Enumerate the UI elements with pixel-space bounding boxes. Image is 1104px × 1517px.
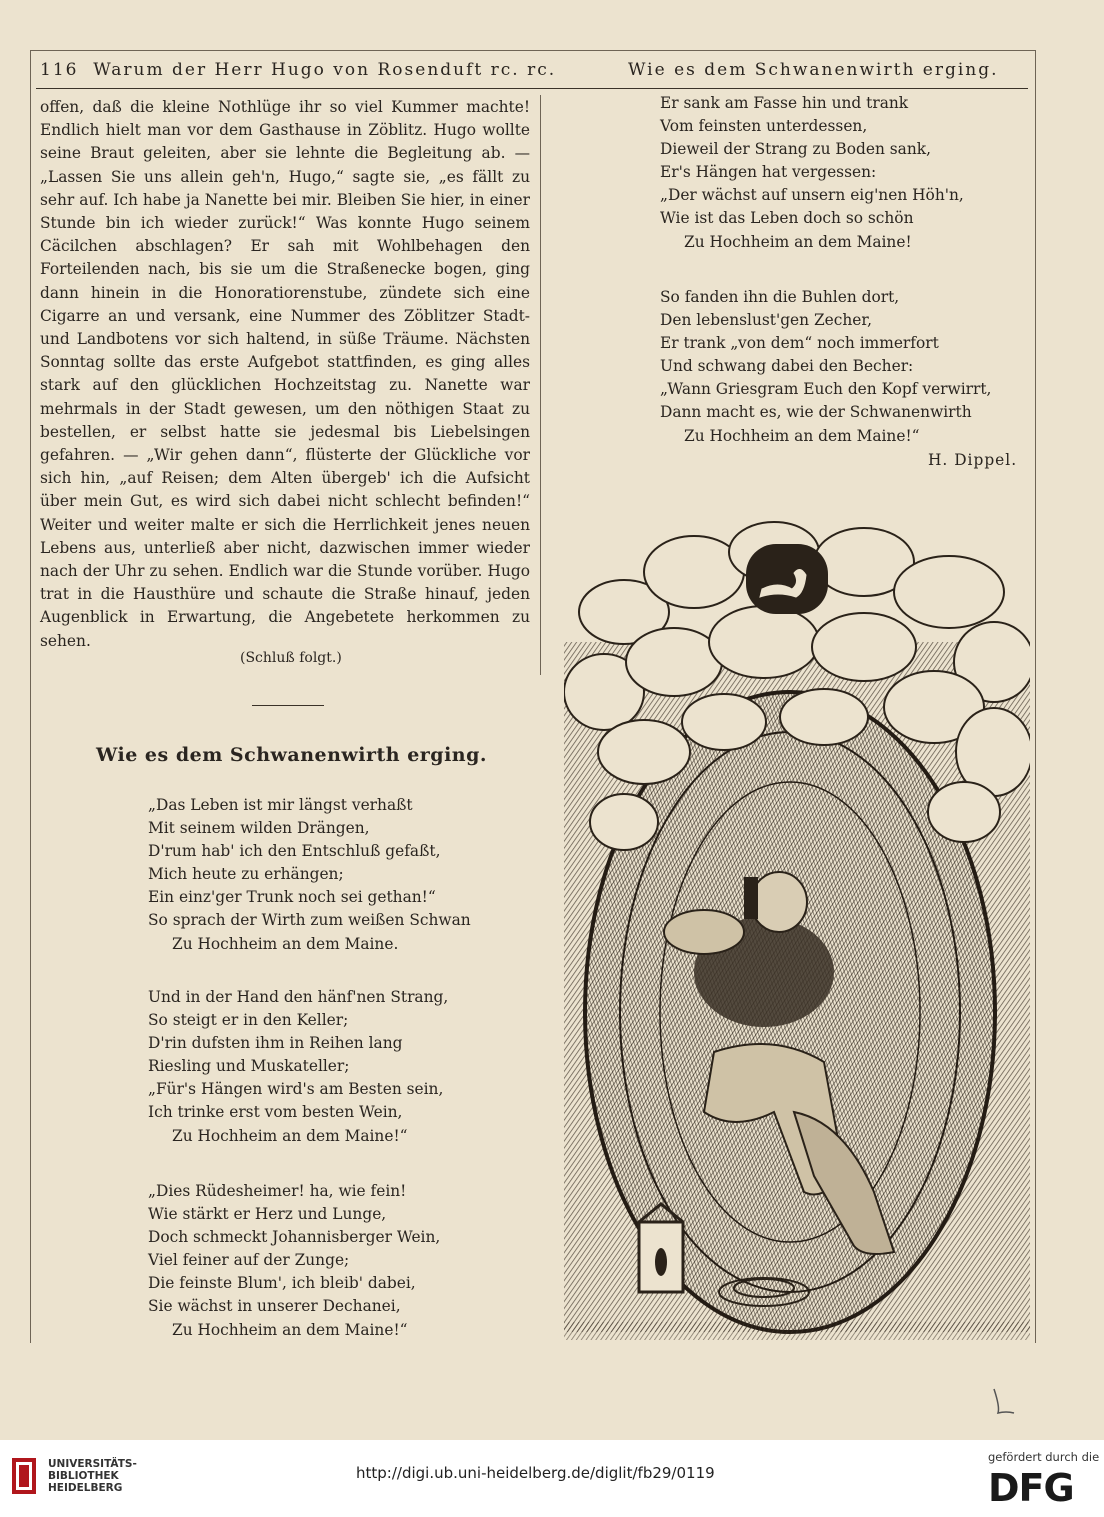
verse-line: Doch schmeckt Johannisberger Wein, — [148, 1228, 441, 1247]
verse-line: Ich trinke erst vom besten Wein, — [148, 1103, 403, 1122]
verse-line: Ein einz'ger Trunk noch sei gethan!“ — [148, 888, 436, 907]
verse-line: Wie stärkt er Herz und Lunge, — [148, 1205, 387, 1224]
funded-by-label: gefördert durch die — [988, 1450, 1100, 1464]
verse-line: So steigt er in den Keller; — [148, 1011, 349, 1030]
verse-line: Er sank am Fasse hin und trank — [660, 94, 909, 112]
document-url-link[interactable]: http://digi.ub.uni-heidelberg.de/diglit/fb29/0119 — [356, 1464, 715, 1482]
verse-line: Vom feinsten unterdessen, — [660, 117, 868, 136]
to-be-continued: (Schluß folgt.) — [240, 650, 342, 666]
institution-line: HEIDELBERG — [48, 1482, 123, 1494]
poem-title: Wie es dem Schwanenwirth erging. — [96, 744, 488, 766]
verse-line: „Dies Rüdesheimer! ha, wie fein! — [148, 1182, 407, 1200]
verse-refrain: Zu Hochheim an dem Maine!“ — [172, 1320, 408, 1339]
verse-line: Und in der Hand den hänf'nen Strang, — [148, 988, 449, 1006]
verse-line: Mit seinem wilden Drängen, — [148, 819, 370, 838]
left-title: Warum der Herr Hugo von Rosenduft rc. rc. — [93, 60, 557, 80]
dfg-logo: DFG — [988, 1466, 1074, 1510]
verse-line: So sprach der Wirth zum weißen Schwan — [148, 911, 471, 930]
institution-line: UNIVERSITÄTS- — [48, 1458, 137, 1470]
verse-line: „Wann Griesgram Euch den Kopf verwirrt, — [660, 380, 992, 399]
stanza-3 — [148, 1180, 440, 1342]
header-rule — [36, 88, 1028, 89]
verse-line: Mich heute zu erhängen; — [148, 865, 344, 884]
swan-sign — [746, 544, 828, 614]
verse-line: Dann macht es, wie der Schwanenwirth — [660, 403, 972, 422]
handwritten-mark — [990, 1385, 1020, 1419]
stanza-4 — [660, 92, 964, 254]
verse-line: Wie ist das Leben doch so schön — [660, 209, 914, 228]
institution-line: BIBLIOTHEK — [48, 1470, 119, 1482]
verse-line: Viel feiner auf der Zunge; — [148, 1251, 350, 1270]
story-text — [40, 96, 530, 653]
stanza-5 — [660, 286, 991, 448]
wood-engraving-illustration — [564, 492, 1030, 1340]
verse-refrain: Zu Hochheim an dem Maine!“ — [172, 1126, 408, 1145]
verse-line: D'rin dufsten ihm in Reihen lang — [148, 1034, 403, 1053]
section-divider — [252, 705, 324, 706]
verse-refrain: Zu Hochheim an dem Maine. — [172, 934, 399, 953]
verse-line: Er trank „von dem“ noch immerfort — [660, 334, 939, 353]
verse-line: Den lebenslust'gen Zecher, — [660, 311, 872, 330]
verse-line: „Das Leben ist mir längst verhaßt — [148, 796, 413, 814]
stanza-1 — [148, 794, 471, 956]
stanza-2 — [148, 986, 448, 1148]
column-rule — [540, 95, 541, 675]
page-number: 116 — [40, 60, 79, 80]
verse-line: Und schwang dabei den Becher: — [660, 357, 914, 376]
verse-line: Die feinste Blum', ich bleib' dabei, — [148, 1274, 416, 1293]
verse-line: „Für's Hängen wird's am Besten sein, — [148, 1080, 444, 1099]
university-logo-icon — [10, 1456, 38, 1496]
verse-line: Riesling und Muskateller; — [148, 1057, 350, 1076]
institution-name — [48, 1458, 137, 1494]
footer-bar — [0, 1440, 1104, 1517]
verse-refrain: Zu Hochheim an dem Maine! — [684, 232, 912, 251]
verse-line: D'rum hab' ich den Entschluß gefaßt, — [148, 842, 441, 861]
verse-line: Er's Hängen hat vergessen: — [660, 163, 877, 182]
poem-author: H. Dippel. — [928, 451, 1018, 469]
story-paragraph: offen, daß die kleine Nothlüge ihr so viel Kummer machte! Endlich hielt man vor dem Gasthause in Zöblitz. Hugo wollte seine Braut geleiten, aber sie lehnte die Begleitung ab. — „Lassen Sie uns allein geh'n, Hugo,“ sagte sie, „es fällt zu sehr auf. Ich habe ja Nanette bei mir. Bleiben Sie hier, in einer Stunde bin ich wieder zurück!“ Was konnte Hugo seinem Cäcilchen abschlagen? Er sah mit Wohlbehagen den Forteilenden nach, bis sie um die Straßenecke bogen, ging dann hinein in die Honoratiorenstube, zündete sich eine Cigarre an und versank, eine Nummer des Zöblitzer Stadt- und Landbotens vor sich haltend, in süße Träume. Nächsten Sonntag sollte das erste Aufgebot stattfinden, es ging alles stark auf den glücklichen Hochzeitstag zu. Nanette war mehrmals in der Stadt gewesen, um den nöthigen Staat zu bestellen, er selbst hatte sie jedesmal bis Liebelsingen gefahren. — „Wir gehen dann“, flüsterte der Glückliche vor sich hin, „auf Reisen; dem Alten übergeb' ich die Aufsicht über mein Gut, es wird sich dabei nicht schlecht befinden!“ Weiter und weiter malte er sich die Herrlichkeit jenes neuen Lebens aus, unterließ aber nicht, dazwischen immer wieder nach der Uhr zu sehen. Endlich war die Stunde vorüber. Hugo trat in die Hausthüre und schaute die Straße hinauf, jeden Augenblick in Erwartung, die Angebetete herkommen zu sehen. — [40, 98, 530, 650]
verse-line: Dieweil der Strang zu Boden sank, — [660, 140, 931, 159]
wine-glass — [744, 877, 758, 919]
verse-refrain: Zu Hochheim an dem Maine!“ — [684, 426, 920, 445]
verse-line: Sie wächst in unserer Dechanei, — [148, 1297, 401, 1316]
running-head-left — [40, 60, 556, 80]
running-head-right: Wie es dem Schwanenwirth erging. — [628, 60, 999, 80]
verse-line: So fanden ihn die Buhlen dort, — [660, 288, 900, 306]
verse-line: „Der wächst auf unsern eig'nen Höh'n, — [660, 186, 964, 205]
